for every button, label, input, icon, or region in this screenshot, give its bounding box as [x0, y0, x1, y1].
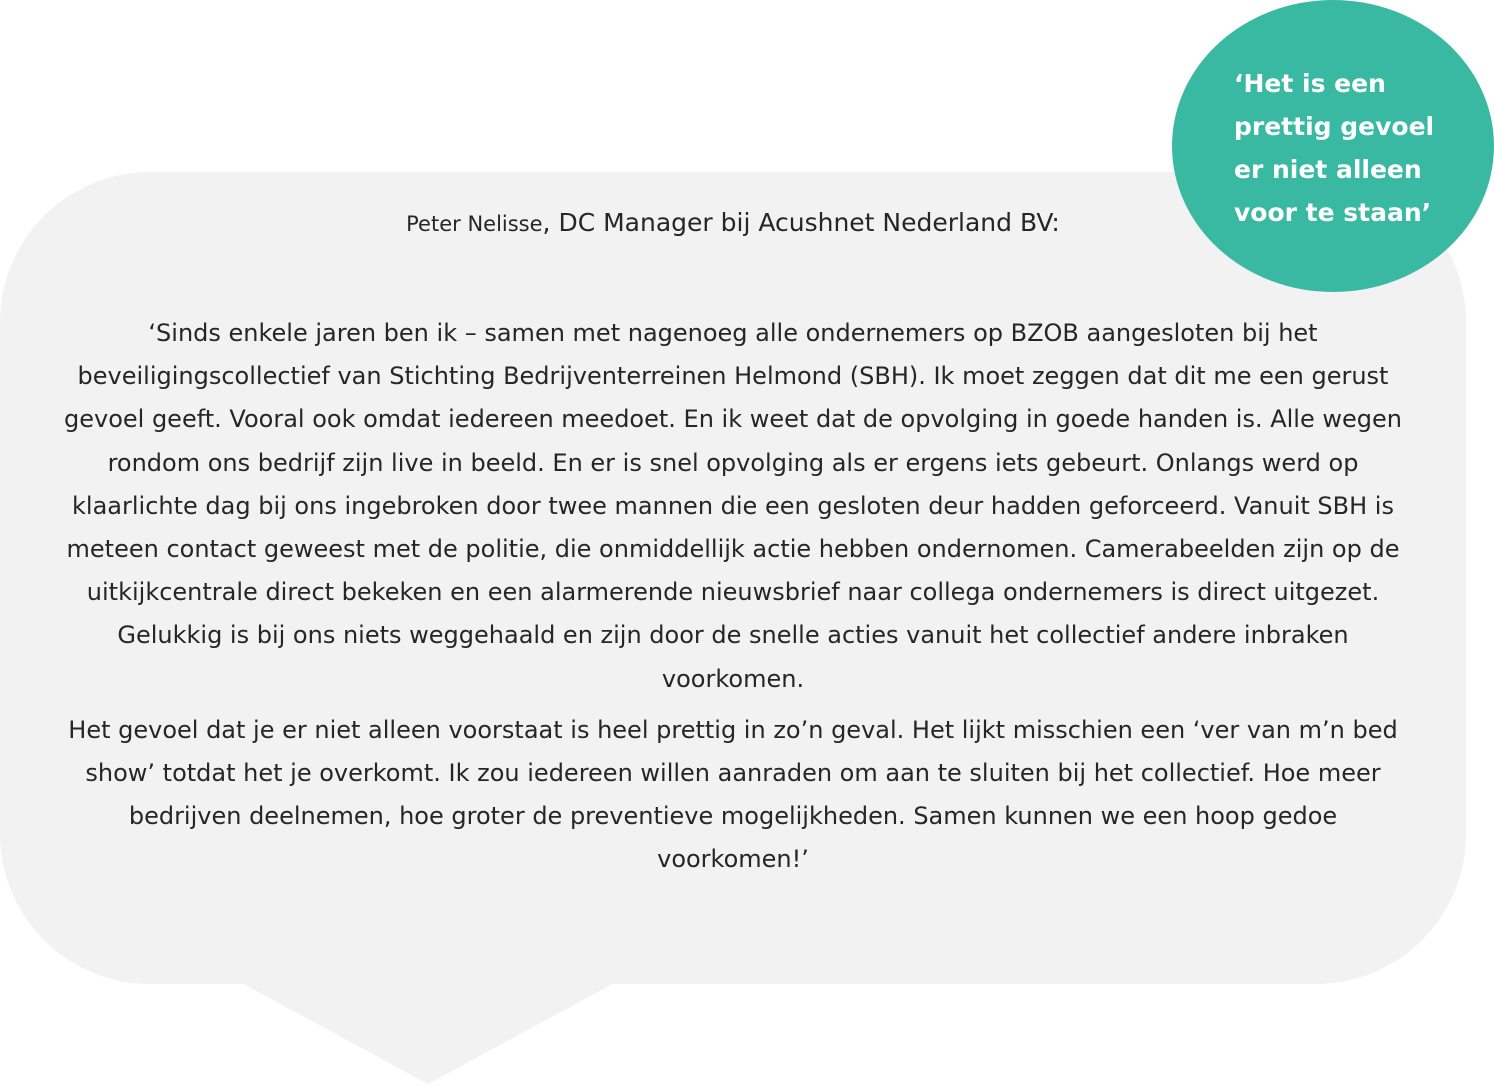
- speaker-role: , DC Manager bij Acushnet Nederland BV:: [542, 208, 1060, 237]
- quote-paragraph-1: ‘Sinds enkele jaren ben ik – samen met nagenoeg alle ondernemers op BZOB aangesloten bij het beveiligingscollectief van Stichting Bedrijventerreinen Helmond (SBH). Ik moet zeggen dat dit me een gerust gevoel geeft. Vooral ook omdat iedereen meedoet. En ik weet dat de opvolging in goede handen is. Alle wegen rondom ons bedrijf zijn live in beeld. En er is snel opvolging als er ergens iets gebeurt. Onlangs werd op klaarlichte dag bij ons ingebroken door twee mannen die een gesloten deur hadden geforceerd. Vanuit SBH is meteen contact geweest met de politie, die onmiddellijk actie hebben ondernomen. Camerabeelden zijn op de uitkijkcentrale direct bekeken en een alarmerende nieuwsbrief naar collega ondernemers is direct uitgezet. Gelukkig is bij ons niets weggehaald en zijn door de snelle acties vanuit het collectief andere inbraken voorkomen.: [64, 319, 1402, 693]
- speaker-name: Peter Nelisse: [406, 212, 543, 236]
- callout-line: er niet alleen: [1234, 155, 1422, 184]
- testimonial-quote: [50, 312, 1416, 882]
- callout-line: ‘Het is een: [1234, 69, 1386, 98]
- callout-line: prettig gevoel: [1234, 112, 1435, 141]
- callout-line: voor te staan’: [1234, 198, 1432, 227]
- callout-quote: [1234, 62, 1484, 234]
- quote-paragraph-2: Het gevoel dat je er niet alleen voorstaat is heel prettig in zo’n geval. Het lijkt misschien een ‘ver van m’n bed show’ totdat het je overkomt. Ik zou iedereen willen aanraden om aan te sluiten bij het collectief. Hoe meer bedrijven deelnemen, hoe groter de preventieve mogelijkheden. Samen kunnen we een hoop gedoe voorkomen!’: [68, 715, 1398, 874]
